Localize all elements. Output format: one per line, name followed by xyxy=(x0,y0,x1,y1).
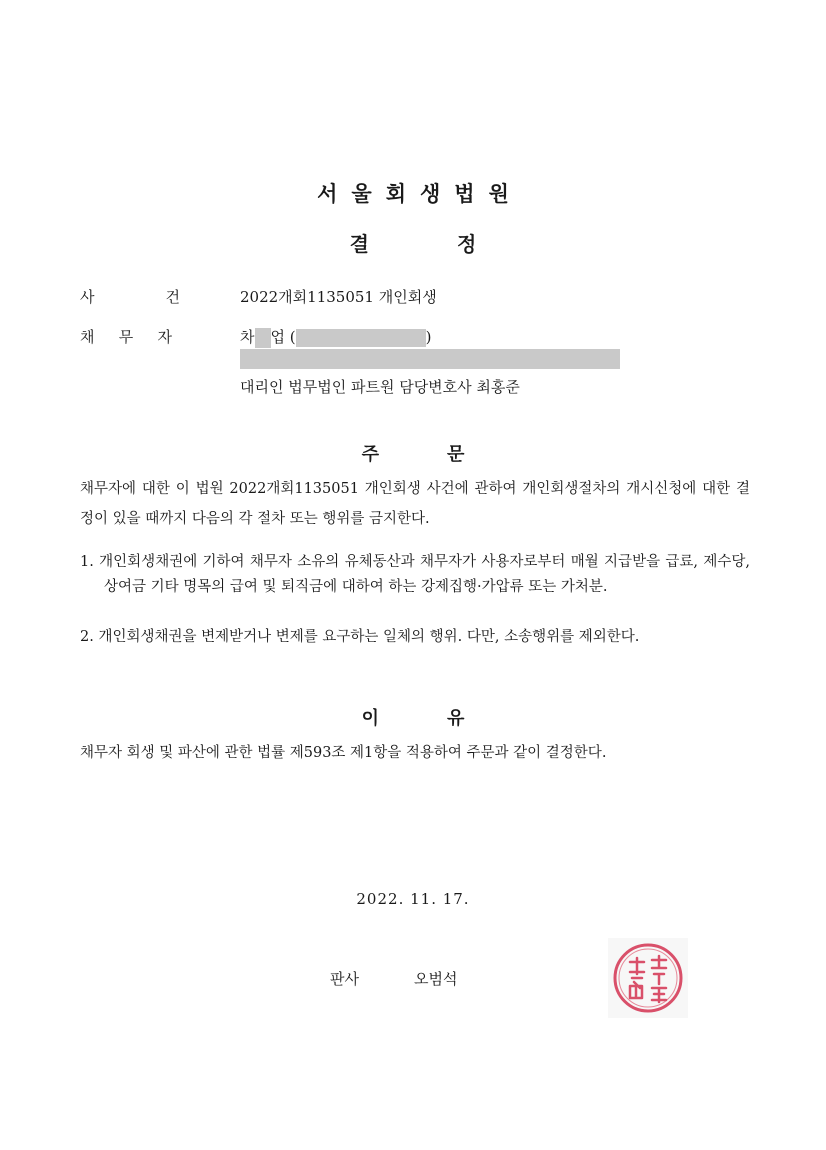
redacted-name-block xyxy=(255,328,271,348)
document-type: 결정 xyxy=(349,232,565,256)
debtor-label xyxy=(80,326,172,347)
redacted-address-block xyxy=(240,349,620,369)
judge-title: 판사 xyxy=(330,970,359,988)
debtor-name-line xyxy=(240,326,432,348)
reason-heading: 이유 xyxy=(361,708,533,729)
debtor-label-char-1: 채 xyxy=(80,328,95,346)
debtor-name-last: 업 xyxy=(270,328,285,346)
order-heading: 주문 xyxy=(361,444,533,465)
paren-close: ) xyxy=(425,328,432,346)
debtor-name-first: 차 xyxy=(240,328,255,346)
case-label-char-2: 건 xyxy=(165,288,180,306)
redacted-id-block xyxy=(296,329,426,347)
judge-name: 오범석 xyxy=(414,970,458,988)
decision-date: 2022. 11. 17. xyxy=(356,890,470,908)
debtor-label-char-3: 자 xyxy=(157,328,172,346)
debtor-representative: 대리인 법무법인 파트원 담당변호사 최홍준 xyxy=(240,378,520,396)
reason-text: 채무자 회생 및 파산에 관한 법률 제593조 제1항을 적용하여 주문과 같이 결정한다. xyxy=(80,745,607,761)
judge-seal-stamp xyxy=(608,938,688,1018)
paren-open: ( xyxy=(289,328,296,346)
case-label xyxy=(80,286,180,307)
order-intro: 채무자에 대한 이 법원 2022개회1135051 개인회생 사건에 관하여 개인회생절차의 개시신청에 대한 결정이 있을 때까지 다음의 각 절차 또는 행위를 금지한다. xyxy=(80,481,750,527)
debtor-label-char-2: 무 xyxy=(118,328,134,346)
order-item-2: 2. 개인회생채권을 변제받거나 변제를 요구하는 일체의 행위. 다만, 소송행위를 제외한다. xyxy=(80,629,640,645)
court-name: 서울회생법원 xyxy=(317,182,523,206)
case-number: 2022개회1135051 개인회생 xyxy=(240,288,437,306)
case-label-char-1: 사 xyxy=(80,288,95,306)
order-item-1: 1. 개인회생채권에 기하여 채무자 소유의 유체동산과 채무자가 사용자로부터 매월 지급받을 급료, 제수당, 상여금 기타 명목의 급여 및 퇴직금에 대하여 하는 강제집행·가압류 또는 가처분. xyxy=(80,554,750,595)
